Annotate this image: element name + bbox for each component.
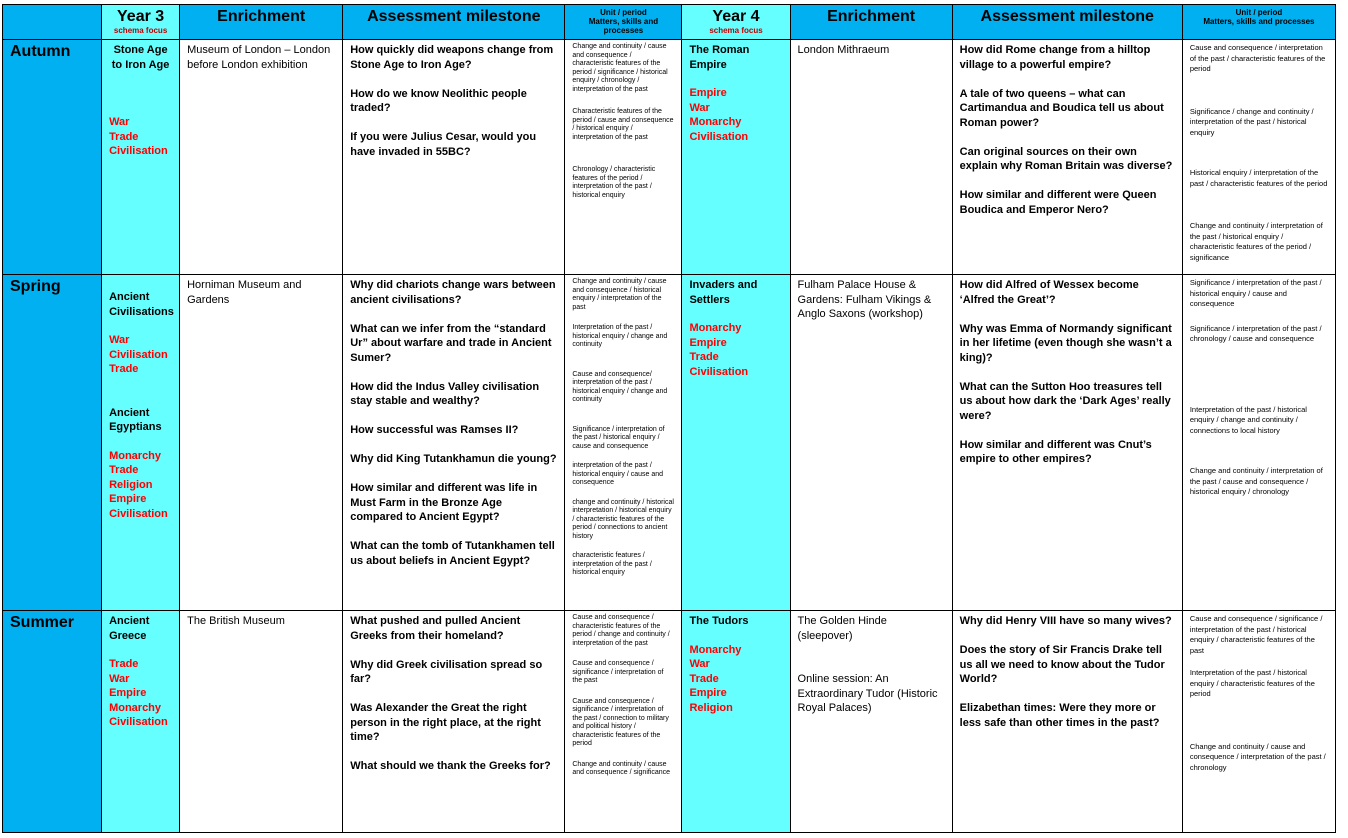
matters-text: Interpretation of the past / historical enquiry / characteristic features of the period: [1189, 668, 1315, 698]
matters-text: Significance / interpretation of the past / chronology / cause and consequence: [1189, 323, 1322, 343]
matters-text: Cause and consequence / characteristic features of the period / change and continuity / interpretation of the past: [572, 614, 670, 647]
schema-focus-list: Monarchy Empire Trade Civilisation: [689, 322, 749, 378]
curriculum-table: [2, 4, 1336, 833]
y4-matters: [1182, 611, 1335, 833]
milestone-question: A tale of two queens – what can Cartimandua and Boudica tell us about Roman power?: [959, 87, 1164, 129]
y4-matters: [1182, 275, 1335, 611]
header-matters-y3: Unit / period Matters, skills and processes: [565, 5, 682, 40]
matters-text: Chronology / characteristic features of the period / interpretation of the past / historical enquiry: [572, 166, 656, 199]
y3-milestones: [343, 611, 565, 833]
matters-text: Cause and consequence / significance / interpretation of the past / historical enquiry / characteristic features of the past: [1189, 614, 1323, 655]
matters-text: Significance / change and continuity / interpretation of the past / historical enquiry: [1189, 106, 1314, 137]
y4-milestones: [952, 40, 1182, 275]
milestone-question: Why did King Tutankhamun die young?: [350, 453, 557, 465]
matters-text: Change and continuity / cause and consequence / historical enquiry / interpretation of the past: [572, 278, 667, 311]
header-year4: Year 4 schema focus: [682, 5, 790, 40]
term-label: Summer: [3, 611, 102, 833]
y3-matters: [565, 275, 682, 611]
term-row-autumn: [3, 40, 1336, 275]
milestone-question: Does the story of Sir Francis Drake tell us all we need to know about the Tudor World?: [959, 644, 1165, 685]
term-row-spring: [3, 275, 1336, 611]
milestone-question: How do we know Neolithic people traded?: [350, 87, 527, 114]
y3-enrichment: The British Museum: [180, 611, 343, 833]
milestone-question: If you were Julius Cesar, would you have invaded in 55BC?: [350, 131, 537, 158]
matters-text: Characteristic features of the period / cause and consequence / historical enquiry / interpretation of the past: [572, 108, 674, 141]
matters-text: Change and continuity / cause and consequence / interpretation of the past / chronology: [1189, 741, 1326, 772]
milestone-question: How similar and different was Cnut’s empire to other empires?: [959, 438, 1152, 465]
milestone-question: What should we thank the Greeks for?: [350, 760, 551, 772]
matters-text: characteristic features / interpretation of the past / historical enquiry: [572, 552, 652, 576]
matters-text: Interpretation of the past / historical enquiry / change and continuity / connections to local history: [1189, 404, 1307, 435]
milestone-question: How did the Indus Valley civilisation stay stable and wealthy?: [350, 380, 540, 407]
y3-unit-cell: [102, 611, 180, 833]
milestone-question: Elizabethan times: Were they more or less safe than other times in the past?: [959, 702, 1160, 729]
y4-milestones: [952, 275, 1182, 611]
y4-enrichment: London Mithraeum: [790, 40, 952, 275]
y4-enrichment: [790, 611, 952, 833]
header-year3: Year 3 schema focus: [102, 5, 180, 40]
y3-enrichment: Museum of London – London before London exhibition: [180, 40, 343, 275]
matters-text: Significance / interpretation of the past / historical enquiry / cause and consequence: [572, 425, 665, 450]
milestone-question: How similar and different were Queen Boudica and Emperor Nero?: [959, 189, 1157, 216]
y4-matters: [1182, 40, 1335, 275]
y3-matters: [565, 611, 682, 833]
term-row-summer: [3, 611, 1336, 833]
y3-matters: [565, 40, 682, 275]
milestone-question: Why did Henry VIII have so many wives?: [959, 615, 1172, 627]
milestone-question: How similar and different was life in Must Farm in the Bronze Age compared to Ancient Egypt?: [350, 482, 538, 523]
matters-text: Cause and consequence / significance / interpretation of the past / connection to military and political history / characteristic features of the period: [572, 697, 669, 747]
y4-milestones: [952, 611, 1182, 833]
milestone-question: Why was Emma of Normandy significant in her lifetime (even though she wasn’t a king)?: [959, 322, 1172, 364]
matters-text: Interpretation of the past / historical enquiry / change and continuity: [572, 324, 668, 348]
milestone-question: How quickly did weapons change from Stone Age to Iron Age?: [350, 44, 554, 71]
unit-name: Ancient Greece: [109, 615, 150, 642]
milestone-question: What can the Sutton Hoo treasures tell us about how dark the ‘Dark Ages’ really were?: [959, 380, 1171, 422]
header-corner: [3, 5, 102, 40]
header-matters-y4: Unit / period Matters, skills and processes: [1182, 5, 1335, 40]
header-enrichment-y3: Enrichment: [180, 5, 343, 40]
enrichment-item: Online session: An Extraordinary Tudor (Historic Royal Palaces): [797, 673, 938, 714]
y4-enrichment: Fulham Palace House & Gardens: Fulham Vikings & Anglo Saxons (workshop): [790, 275, 952, 611]
enrichment-item: The Golden Hinde (sleepover): [797, 615, 887, 642]
unit-name: Invaders and Settlers: [689, 279, 758, 306]
milestone-question: How successful was Ramses II?: [350, 424, 519, 436]
header-enrichment-y4: Enrichment: [790, 5, 952, 40]
milestone-question: Why did Greek civilisation spread so far?: [350, 658, 543, 685]
matters-text: Cause and consequence / significance / interpretation of the past: [572, 660, 664, 684]
milestone-question: What pushed and pulled Ancient Greeks from their homeland?: [350, 615, 521, 642]
milestone-question: What can the tomb of Tutankhamen tell us about beliefs in Ancient Egypt?: [350, 540, 555, 567]
y3-enrichment: Horniman Museum and Gardens: [180, 275, 343, 611]
matters-text: Significance / interpretation of the past / historical enquiry / cause and consequence: [1189, 278, 1322, 308]
milestone-question: How did Alfred of Wessex become ‘Alfred the Great’?: [959, 279, 1139, 306]
unit-name: Stone Age to Iron Age: [111, 44, 170, 71]
unit-name: The Roman Empire: [689, 44, 750, 71]
matters-text: Change and continuity / cause and consequence / significance: [572, 760, 671, 776]
y3-unit-cell: [102, 40, 180, 275]
header-milestone-y4: Assessment milestone: [952, 5, 1182, 40]
matters-text: Change and continuity / interpretation of the past / cause and consequence / historical enquiry / chronology: [1189, 466, 1323, 496]
schema-focus-list: War Civilisation Trade: [109, 334, 168, 375]
y3-unit-cell: [102, 275, 180, 611]
schema-focus-list: Monarchy War Trade Empire Religion: [689, 643, 742, 714]
matters-text: change and continuity / historical interpretation / historical enquiry / characteristic features of the period / connections to ancient history: [572, 498, 674, 540]
unit-name: Ancient Civilisations: [109, 291, 174, 318]
schema-focus-list: Trade War Empire Monarchy Civilisation: [109, 658, 168, 728]
unit-name: Ancient Egyptians: [109, 406, 162, 433]
unit-name: The Tudors: [689, 615, 749, 627]
schema-focus-list: Monarchy Trade Religion Empire Civilisation: [109, 449, 168, 520]
matters-text: Change and continuity / cause and consequence / characteristic features of the period / significance / historical enquiry / chronology / interpretation of the past: [572, 43, 668, 93]
schema-focus-list: Empire War Monarchy Civilisation: [689, 87, 749, 143]
milestone-question: Can original sources on their own explain why Roman Britain was diverse?: [959, 145, 1173, 172]
schema-focus-list: War Trade Civilisation: [109, 116, 168, 157]
term-label: Autumn: [3, 40, 102, 275]
matters-text: interpretation of the past / historical enquiry / cause and consequence: [572, 462, 664, 486]
y4-unit-cell: [682, 611, 790, 833]
header-milestone-y3: Assessment milestone: [343, 5, 565, 40]
y4-unit-cell: [682, 275, 790, 611]
matters-text: Historical enquiry / interpretation of the past / characteristic features of the period: [1189, 168, 1328, 188]
milestone-question: Was Alexander the Great the right person in the right place, at the right time?: [350, 702, 541, 743]
y3-milestones: [343, 275, 565, 611]
y4-unit-cell: [682, 40, 790, 275]
matters-text: Cause and consequence/ interpretation of the past / historical enquiry / change and continuity: [572, 370, 668, 403]
term-label: Spring: [3, 275, 102, 611]
header-row: [3, 5, 1336, 40]
milestone-question: What can we infer from the “standard Ur” about warfare and trade in Ancient Sumer?: [350, 322, 552, 364]
matters-text: Cause and consequence / interpretation of the past / characteristic features of the period: [1189, 43, 1326, 73]
y3-milestones: [343, 40, 565, 275]
milestone-question: Why did chariots change wars between ancient civilisations?: [350, 279, 556, 306]
milestone-question: How did Rome change from a hilltop village to a powerful empire?: [959, 44, 1151, 71]
matters-text: Change and continuity / interpretation of the past / historical enquiry / characteristic features of the period / significance: [1189, 221, 1323, 262]
